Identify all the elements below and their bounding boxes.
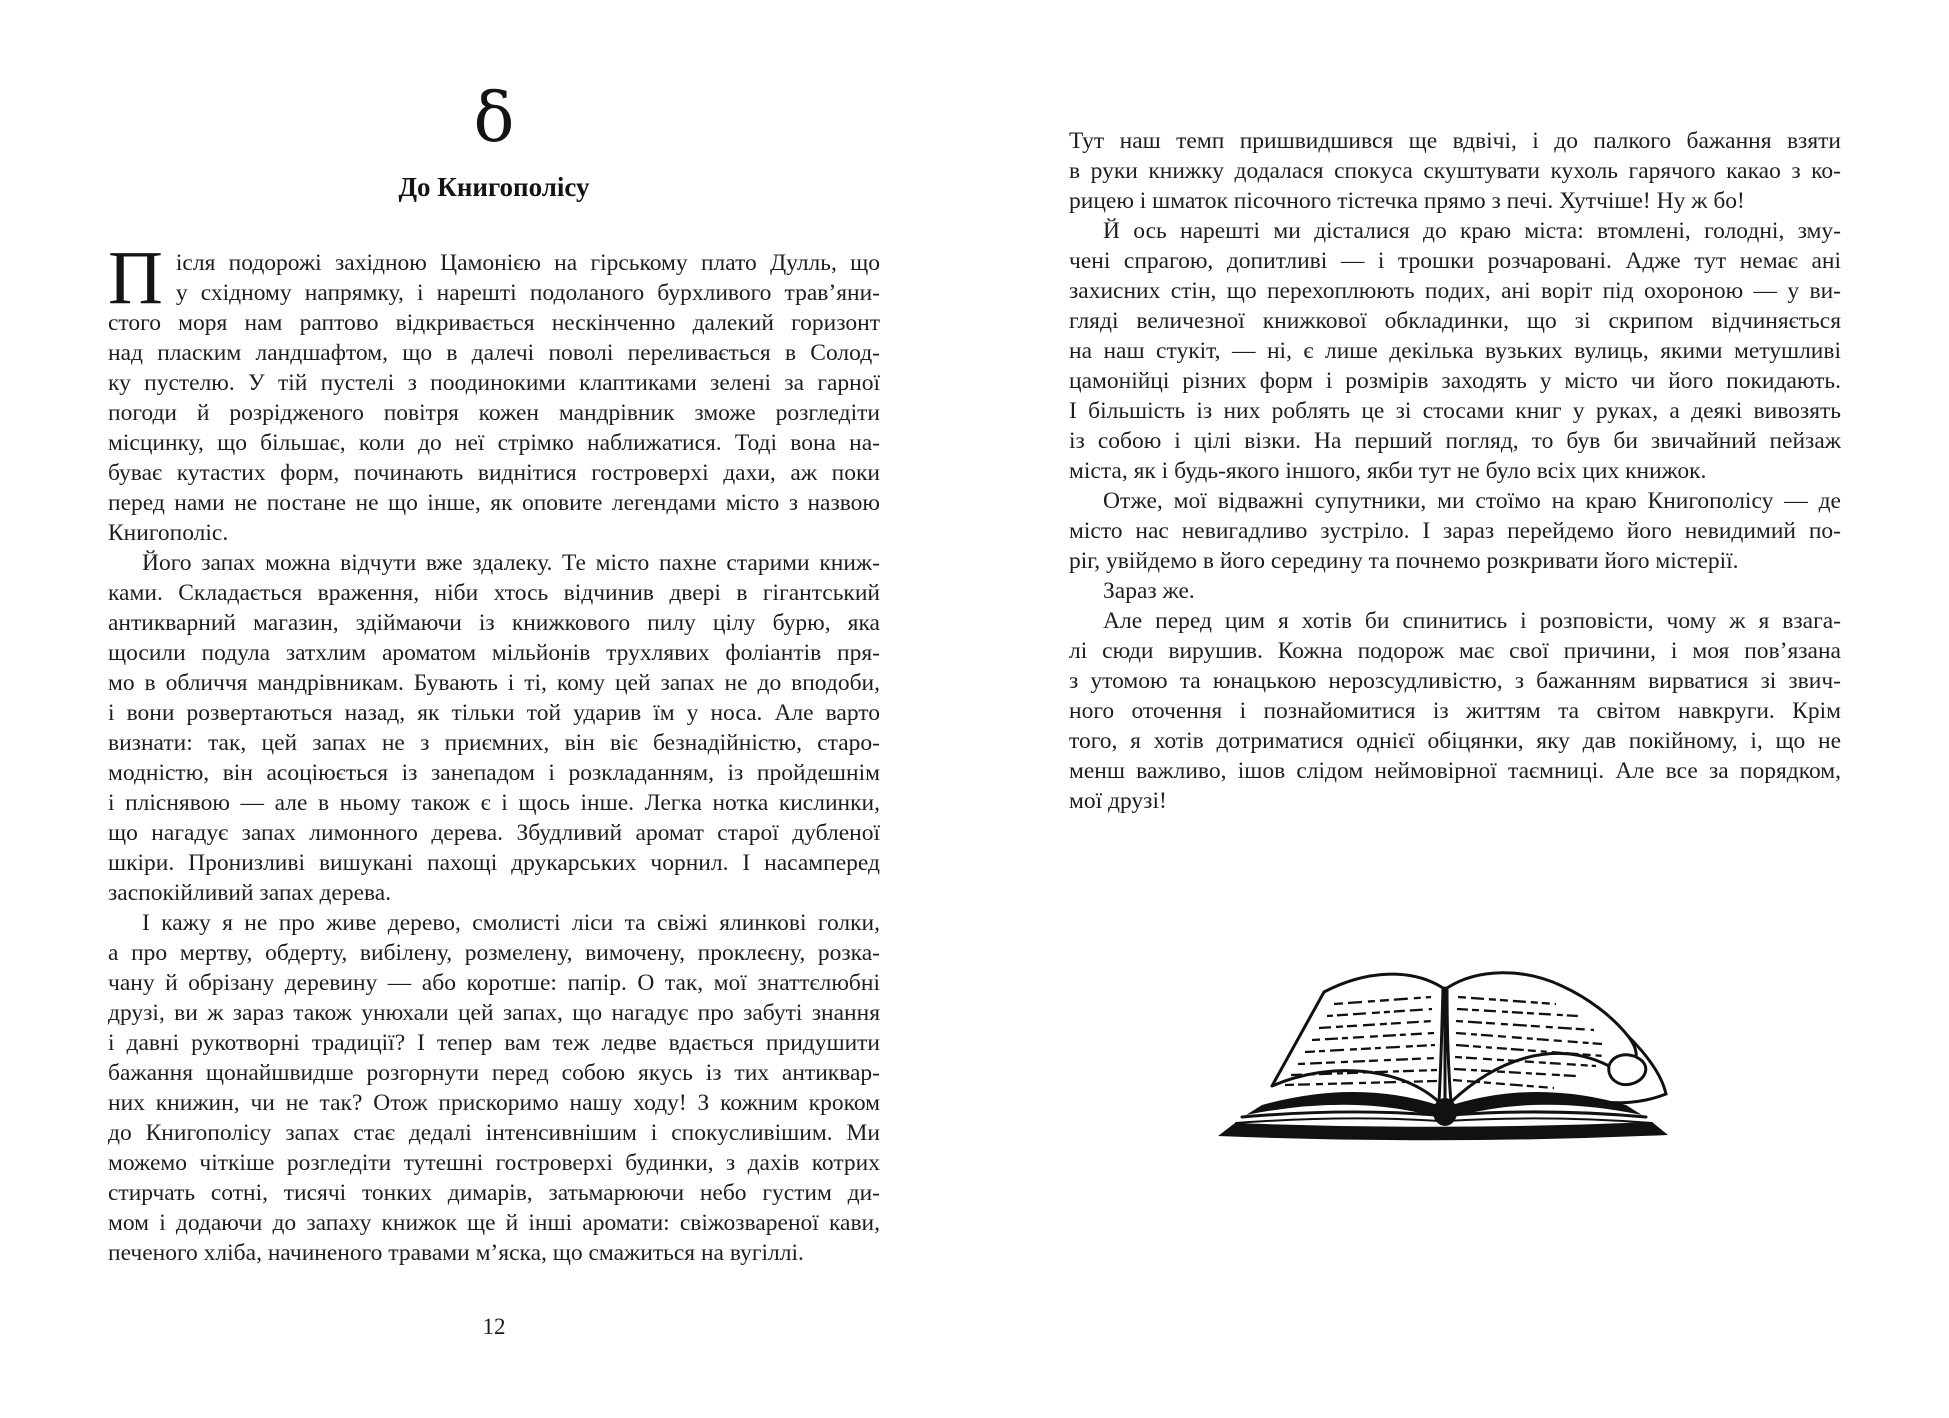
left-page-text [108, 236, 880, 1268]
text-line: бажання щонайшвидше розгорнути перед собою якусь із тих антиквар- [108, 1060, 880, 1086]
text-line: із собою і цілі візки. На перший погляд, то був би звичайний пейзаж [1069, 428, 1841, 454]
text-line: місцинку, що більшає, коли до неї стрімко наближатися. Тоді вона на- [108, 430, 880, 456]
text-line: Тут наш темп пришвидшився ще вдвічі, і до палкого бажання взяти [1069, 128, 1841, 154]
zamonian-letter-ornament-icon: δ [473, 79, 515, 158]
open-book-illustration [1206, 964, 1680, 1158]
text-line: і вони розвертаються назад, як тільки той ударив їм у носа. Але варто [108, 700, 880, 726]
text-line: мої друзі! [1069, 788, 1167, 814]
text-line: антикварний магазин, здіймаючи із книжкового пилу цілу бурю, яка [108, 610, 880, 636]
text-line: перед нами не постане не що інше, як оповите легендами місто з назвою [108, 490, 880, 516]
text-line: і пліснявою — але в ньому також є і щось інше. Легка нотка кислинки, [108, 790, 880, 816]
text-line: Книгополіс. [108, 520, 229, 546]
text-line: щосили подула затхлим ароматом мільйонів трухлявих фоліантів пря- [108, 640, 880, 666]
text-line: друзі, ви ж зараз також унюхали цей запах, що нагадує про забуті знання [108, 1000, 880, 1026]
text-line: ками. Складається враження, ніби хтось відчинив двері в гігантський [108, 580, 880, 606]
text-line: і давні рукотворні традиції? І тепер вам теж ледве вдається придушити [108, 1030, 880, 1056]
text-line: над пласким ландшафтом, що в далечі поволі переливається в Солод- [108, 340, 880, 366]
text-line: рицею і шматок пісочного тістечка прямо з печі. Хутчіше! Ну ж бо! [1069, 188, 1745, 214]
text-line: заспокійливий запах дерева. [108, 880, 392, 906]
text-line: а про мертву, обдерту, вибілену, розмелену, вимочену, проклеєну, розка- [108, 940, 880, 966]
text-line: мо в обличчя мандрівникам. Бувають і ті, кому цей запах не до вподоби, [108, 670, 880, 696]
text-line: Й ось нарешті ми дісталися до краю міста: втомлені, голодні, зму- [1103, 218, 1841, 244]
text-line: лі сюди вирушив. Кожна подорож має свої причини, і моя пов’язана [1069, 638, 1841, 664]
text-line: в руки книжку додалася спокуса скуштувати кухоль гарячого какао з ко- [1069, 158, 1841, 184]
paragraph [108, 548, 880, 908]
text-line: чені спрагою, допитливі — і трошки розчаровані. Адже тут немає ані [1069, 248, 1841, 274]
text-line: печеного хліба, начиненого травами м’яска, що смажиться на вугіллі. [108, 1240, 804, 1266]
text-line: І більшість із них роблять це зі стосами книг у руках, а деякі вивозять [1069, 398, 1841, 424]
paragraph [1069, 126, 1841, 216]
text-line: Але перед цим я хотів би спинитись і розповісти, чому ж я взага- [1103, 608, 1841, 634]
text-line: Отже, мої відважні супутники, ми стоїмо на краю Книгополісу — де [1103, 488, 1841, 514]
paragraph [1069, 576, 1841, 606]
text-line: ку пустелю. У тій пустелі з поодинокими клаптиками зелені за гарної [108, 370, 880, 396]
text-line: Зараз же. [1103, 578, 1195, 604]
text-line: мом і додаючи до запаху книжок ще й інші аромати: свіжозвареної кави, [108, 1210, 880, 1236]
text-line: модністю, він асоціюється із занепадом і розкладанням, із пройдешнім [108, 760, 880, 786]
text-line: ного оточення і познайомитися із життям та світом навкруги. Крім [1069, 698, 1841, 724]
paragraph [1069, 486, 1841, 576]
text-line: захисних стін, що перехоплюють подих, ані воріт під охороною — у ви- [1069, 278, 1841, 304]
text-line: ісля подорожі західною Цамонією на гірському плато Дулль, що [175, 250, 880, 276]
paragraph [1069, 216, 1841, 486]
text-line: Його запах можна відчути вже здалеку. Те місто пахне старими книж- [142, 550, 880, 576]
text-line: міста, як і будь-якого іншого, якби тут не було всіх цих книжок. [1069, 458, 1707, 484]
text-line: шкіри. Пронизливі вишукані пахощі друкарських чорнил. І насамперед [108, 850, 880, 876]
paragraph [1069, 606, 1841, 816]
text-line: чану й обрізану деревину — або коротше: папір. О так, мої знаттєлюбні [108, 970, 880, 996]
text-line: цамонійці різних форм і розмірів заходять у місто чи його покидають. [1069, 368, 1841, 394]
page-number: 12 [482, 1314, 506, 1339]
text-line: І кажу я не про живе дерево, смолисті ліси та свіжі ялинкові голки, [142, 910, 880, 936]
text-line: погоди й розрідженого повітря кожен мандрівник зможе розгледіти [108, 400, 880, 426]
chapter-title: До Книгополісу [398, 172, 590, 202]
text-line: менш важливо, ішов слідом неймовірної таємниці. Але все за порядком, [1069, 758, 1841, 784]
text-line: ріг, увійдемо в його середину та почнемо розкривати його містерії. [1069, 548, 1739, 574]
text-line: у східному напрямку, і нарешті подоланого бурхливого трав’яни- [175, 280, 880, 306]
text-line: місто нас невигадливо зустріло. І зараз перейдемо його невидимий по- [1069, 518, 1841, 544]
text-line: буває кутастих форм, починають виднітися гостроверхі дахи, аж поки [108, 460, 880, 486]
text-line: стого моря нам раптово відкривається нескінченно далекий горизонт [108, 310, 880, 336]
text-line: можемо чіткіше розгледіти тутешні гостроверхі будинки, з дахів котрих [108, 1150, 880, 1176]
text-line: них книжин, чи не так? Отож прискоримо нашу ходу! З кожним кроком [108, 1090, 880, 1116]
text-line: до Книгополісу запах стає дедалі інтенсивнішим і спокусливішим. Ми [108, 1120, 880, 1146]
text-line: стирчать сотні, тисячі тонких димарів, затьмарюючи небо густим ди- [108, 1180, 880, 1206]
text-line: з утомою та юнацькою нерозсудливістю, з бажанням вирватися зі звич- [1069, 668, 1841, 694]
drop-cap: П [108, 236, 163, 320]
text-line: визнати: так, цей запах не з приємних, він віє безнадійністю, старо- [108, 730, 880, 756]
right-page-text [1069, 126, 1841, 816]
text-line: того, я хотів дотриматися однієї обіцянки, яку дав покійному, і, що не [1069, 728, 1841, 754]
text-line: гляді величезної книжкової обкладинки, що зі скрипом відчиняється [1069, 308, 1841, 334]
paragraph [108, 236, 880, 548]
text-line: що нагадує запах лимонного дерева. Збудливий аромат старої дубленої [108, 820, 880, 846]
text-line: на наш стукіт, — ні, є лише декілька вузьких вулиць, якими метушливі [1069, 338, 1841, 364]
paragraph [108, 908, 880, 1268]
